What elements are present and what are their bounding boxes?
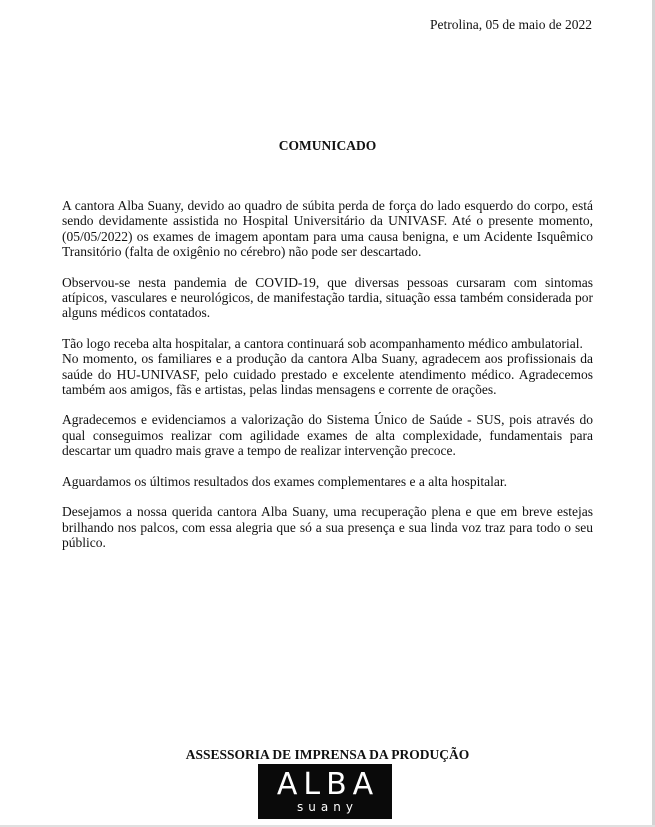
signature-line: ASSESSORIA DE IMPRENSA DA PRODUÇÃO xyxy=(185,747,470,762)
document-body xyxy=(62,198,593,565)
paragraph-health-status: A cantora Alba Suany, devido ao quadro de súbita perda de força do lado esquerdo do corpo, está sendo devidamente assistida no Hospital Universitário da UNIVASF. Até o presente momento, (05/05/2022) os exames de imagem apontam para uma causa benigna, e um Acidente Isquêmico Transitório (falta de oxigênio no cérebro) não pode ser descartado. xyxy=(62,198,593,260)
paragraph-thanks: No momento, os familiares e a produção da cantora Alba Suany, agradecem aos profissionais da saúde do HU-UNIVASF, pelo cuidado prestado e excelente atendimento médico. Agradecemos também aos amigos, fãs e artistas, pelas lindas mensagens e corrente de orações. xyxy=(62,351,593,398)
paragraph-discharge: Tão logo receba alta hospitalar, a cantora continuará sob acompanhamento médico ambulatorial. xyxy=(62,335,583,351)
date-line: Petrolina, 05 de maio de 2022 xyxy=(430,17,592,32)
paragraph-wishes: Desejamos a nossa querida cantora Alba Suany, uma recuperação plena e que em breve estejas brilhando nos palcos, com essa alegria que só a sua presença e sua linda voz traz para todo o seu público. xyxy=(62,504,593,550)
paragraph-awaiting-results: Aguardamos os últimos resultados dos exames complementares e a alta hospitalar. xyxy=(62,473,508,489)
alba-suany-logo xyxy=(258,764,392,819)
document-title: COMUNICADO xyxy=(278,138,377,153)
paragraph-covid-observation: Observou-se nesta pandemia de COVID-19, que diversas pessoas cursaram com sintomas atípicos, vasculares e neurológicos, de manifestação tardia, situação essa também considerada por alguns médicos contatados. xyxy=(62,274,593,321)
paragraph-sus: Agradecemos e evidenciamos a valorização do Sistema Único de Saúde - SUS, pois através do qual conseguimos realizar com agilidade exames de alta complexidade, fundamentais para descartar um quadro mais grave a tempo de realizar intervenção precoce. xyxy=(62,412,593,459)
logo-sub-text: suany xyxy=(297,800,358,814)
logo-main-text: ALBA xyxy=(276,767,380,802)
